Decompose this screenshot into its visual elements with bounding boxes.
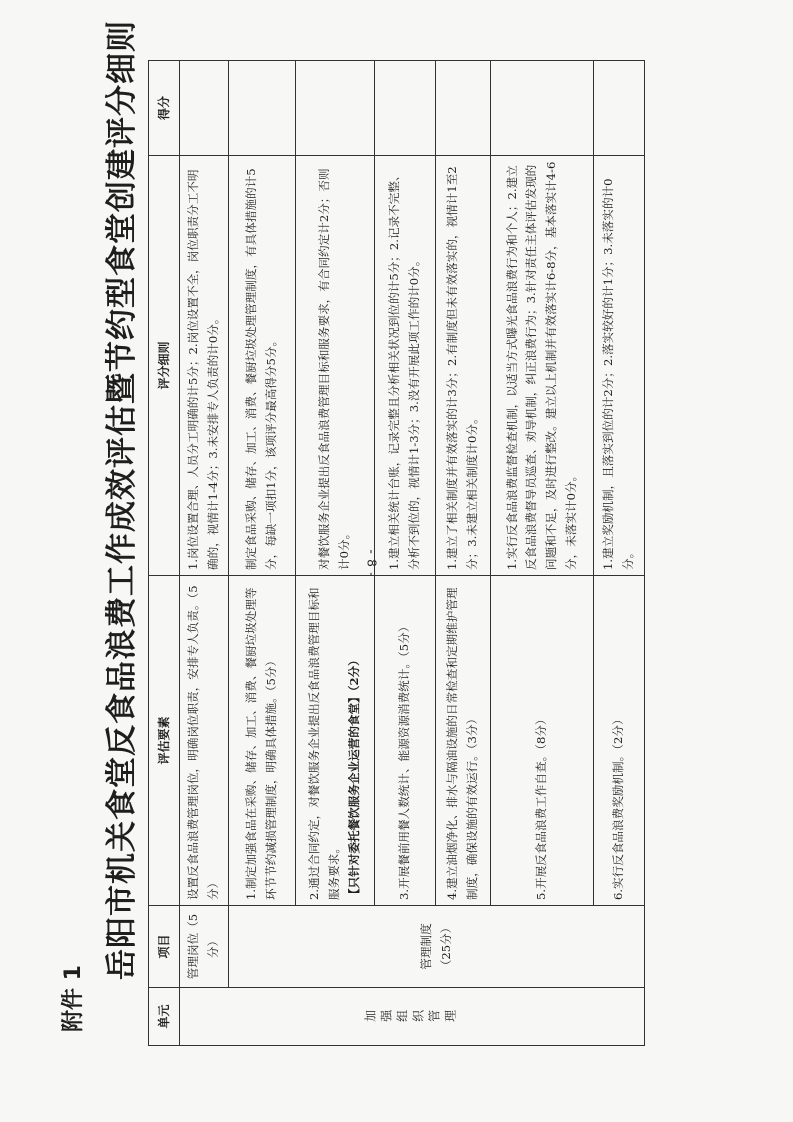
criteria-cell: 1.建立了相关制度并有效落实的计3分；2.有制度但未有效落实的，视情计1至2分；3.未建立相关制度计0分。	[436, 156, 491, 576]
score-cell	[180, 61, 229, 156]
requirement-note: 【只针对委托餐饮服务企业运营的食堂】（2分）	[346, 654, 361, 900]
requirement-cell: 1.制定加强食品在采购、储存、加工、消费、餐厨垃圾处理等环节节约减损管理制度，明确具体措施。（5分）	[229, 576, 296, 906]
table-row	[594, 61, 645, 1046]
document-title: 岳阳市机关食堂反食品浪费工作成效评估暨节约型食堂创建评分细则	[104, 20, 140, 980]
header-score: 得分	[149, 61, 180, 156]
header-criteria: 评分细则	[149, 156, 180, 576]
unit-name: 加强组织管理	[364, 1009, 460, 1024]
header-item: 项目	[149, 906, 180, 988]
score-cell	[491, 61, 594, 156]
requirement-cell: 设置反食品浪费管理岗位，明确岗位职责，安排专人负责。（5分）	[180, 576, 229, 906]
requirement-cell: 6.实行反食品浪费奖励机制。（2分）	[594, 576, 645, 906]
table-row	[180, 61, 229, 1046]
requirement-text: 2.通过合同约定，对餐饮服务企业提出反食品浪费管理目标和服务要求。	[307, 587, 342, 900]
requirement-cell: 4.建立油烟净化、排水与隔油设施的日常检查和定期维护管理制度，确保设施的有效运行。（3分）	[436, 576, 491, 906]
score-cell	[436, 61, 491, 156]
table-row	[436, 61, 491, 1046]
table-header-row	[149, 61, 180, 1046]
unit-cell	[180, 988, 645, 1046]
score-cell	[594, 61, 645, 156]
requirement-cell	[296, 576, 375, 906]
criteria-cell: 1.岗位设置合理、人员分工明确的计5分；2.岗位设置不全，岗位职责分工不明确的，视情计1-4分；3.未安排专人负责的计0分。	[180, 156, 229, 576]
score-cell	[375, 61, 436, 156]
score-cell	[296, 61, 375, 156]
table-row	[491, 61, 594, 1046]
item-system: 管理制度（25分）	[229, 906, 645, 988]
requirement-cell: 5.开展反食品浪费工作自查。（8分）	[491, 576, 594, 906]
page-number: - 8 -	[364, 549, 380, 578]
criteria-cell: 制定食品采购、储存、加工、消费、餐厨垃圾处理管理制度，有具体措施的计5分，每缺一项扣1分，该项评分最高得分5分。	[229, 156, 296, 576]
criteria-cell: 对餐饮服务企业提出反食品浪费管理目标和服务要求，有合同约定计2分；否则计0分。	[296, 156, 375, 576]
requirement-cell: 3.开展餐前用餐人数统计、能源资源消费统计。（5分）	[375, 576, 436, 906]
item-post: 管理岗位（5分）	[180, 906, 229, 988]
table-row	[296, 61, 375, 1046]
header-unit: 单元	[149, 988, 180, 1046]
attachment-label: 附件 1	[61, 965, 86, 1032]
table-row	[229, 61, 296, 1046]
score-cell	[229, 61, 296, 156]
criteria-cell: 1.实行反食品浪费监督检查机制，以适当方式曝光食品浪费行为和个人；2.建立反食品浪费督导员巡查、劝导机制，纠正浪费行为；3.针对责任主体评估发现的问题和不足，及时进行整改。建立以上机制并有效落实计6-8分，基本落实计4-6分，未落实计0分。	[491, 156, 594, 576]
scoring-table	[148, 60, 645, 1046]
table-row	[375, 61, 436, 1046]
criteria-cell: 1.建立相关统计台账，记录完整且分析相关状况到位的计5分；2.记录不完整、分析不到位的，视情计1-3分；3.没有开展此项工作的计0分。	[375, 156, 436, 576]
rotated-page-content	[56, 20, 756, 1060]
criteria-cell: 1.建立奖励机制，且落实到位的计2分；2.落实较好的计1分；3.未落实的计0分。	[594, 156, 645, 576]
header-requirement: 评估要素	[149, 576, 180, 906]
